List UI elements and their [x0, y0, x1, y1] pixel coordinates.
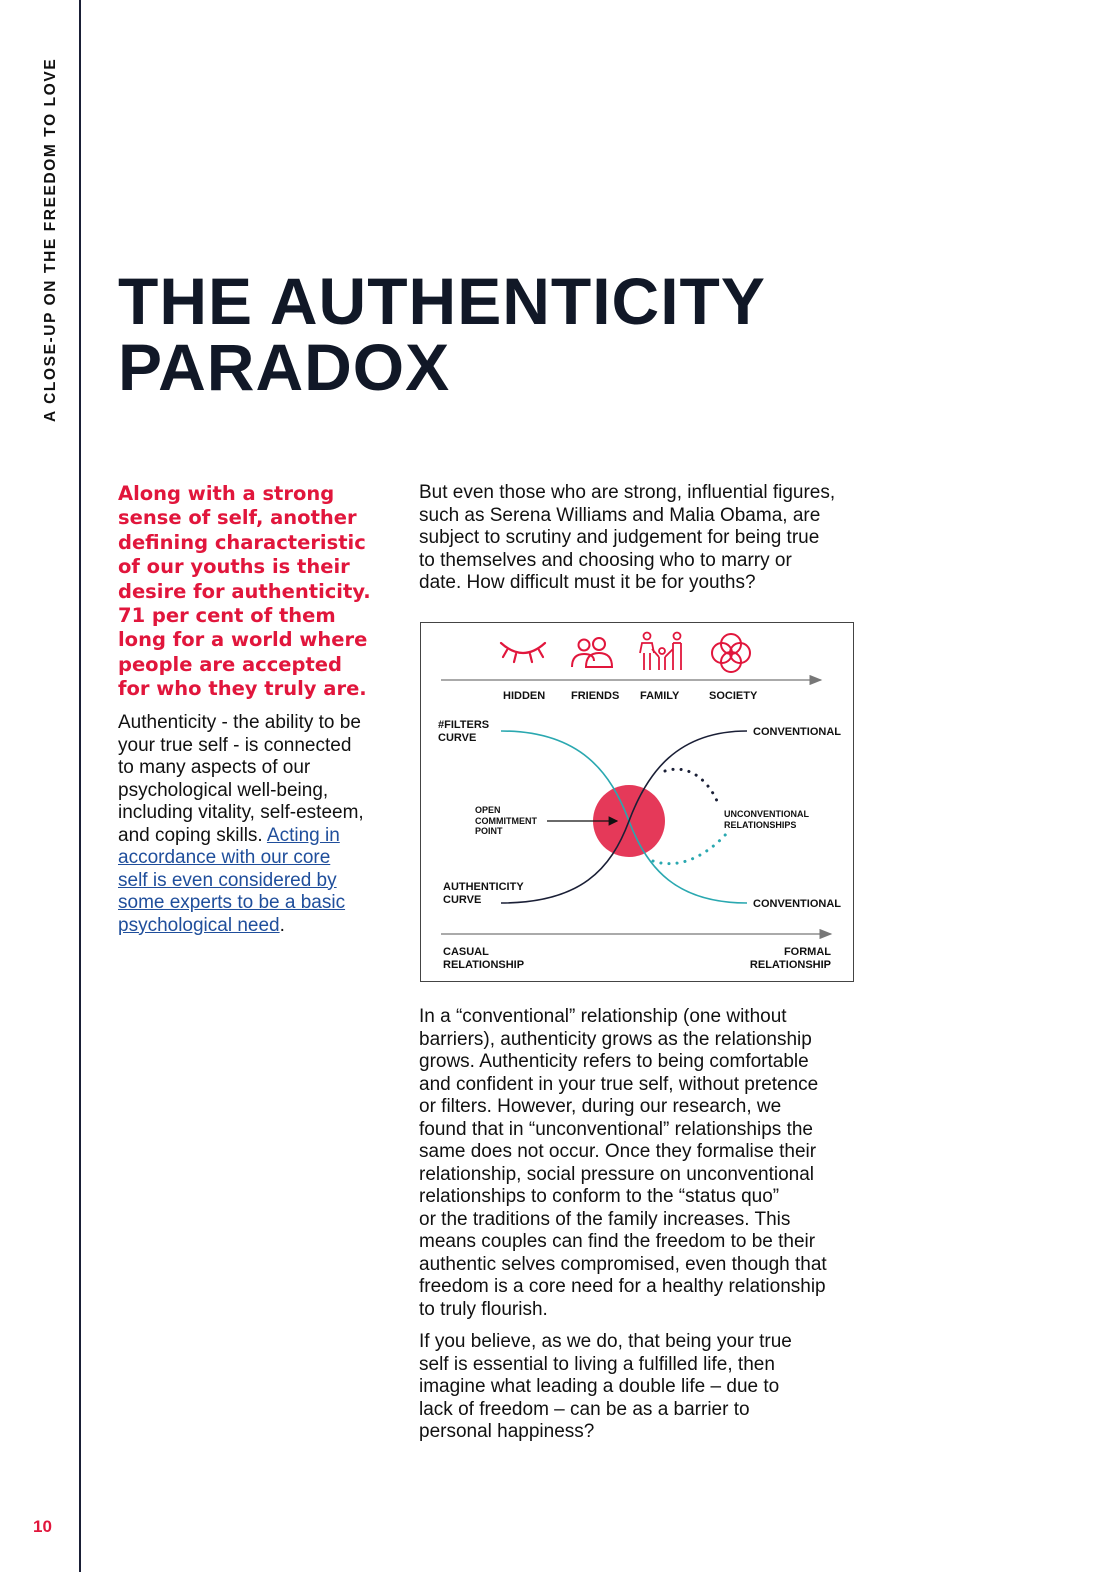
lead-line: long for a world where: [118, 628, 368, 652]
sidebar-divider: [79, 0, 81, 1572]
conventional-bottom-label: CONVENTIONAL: [753, 898, 841, 910]
body-line: to many aspects of our: [118, 757, 311, 778]
page-title-line-2: PARADOX: [118, 330, 451, 404]
conventional-top-label: CONVENTIONAL: [753, 726, 841, 738]
unconventional-branch-authenticity: [665, 769, 717, 801]
body-line: psychological well-being,: [118, 779, 329, 801]
friends-icon: [572, 638, 612, 667]
body-line: imagine what leading a double life – due to: [419, 1376, 780, 1397]
society-rings-icon: [712, 634, 750, 672]
body-line-with-link: [118, 825, 393, 848]
body-line: including vitality, self-esteem,: [118, 802, 364, 823]
lead-line: people are accepted: [118, 652, 342, 676]
label-line: COMMITMENT: [475, 815, 537, 826]
body-line: authentic selves compromised, even though that: [419, 1253, 827, 1275]
body-line: such as Serena Williams and Malia Obama, are: [419, 504, 821, 526]
authenticity-paradox-diagram: [420, 622, 854, 982]
body-line: date. How difficult must it be for youths?: [419, 572, 756, 593]
research-link[interactable]: psychological need: [118, 914, 280, 936]
authenticity-curve-label: [443, 881, 524, 907]
label-line: #FILTERS: [438, 719, 490, 731]
body-line: and coping skills.: [118, 824, 267, 846]
body-line: to themselves and choosing who to marry or: [419, 549, 792, 571]
lead-line: defining characteristic: [118, 530, 366, 554]
right-paragraph-2: [419, 1006, 879, 1321]
label-line: POINT: [475, 826, 503, 836]
body-line: Authenticity - the ability to be: [118, 712, 361, 733]
body-line: your true self - is connected: [118, 734, 352, 756]
link-line: [118, 847, 393, 870]
research-link[interactable]: Acting in: [266, 824, 340, 846]
closed-eye-icon: [501, 643, 545, 662]
body-line: lack of freedom – can be as a barrier to: [419, 1398, 750, 1420]
lead-line: desire for authenticity.: [118, 579, 371, 603]
stage-label: HIDDEN: [503, 690, 546, 702]
lead-line: 71 per cent of them: [118, 604, 336, 628]
right-paragraph-3: [419, 1331, 879, 1444]
filters-curve-label: [438, 719, 489, 745]
lead-paragraph: [118, 482, 388, 702]
link-line: [118, 870, 393, 893]
body-line: and confident in your true self, without pretence: [419, 1073, 819, 1095]
page-title: [118, 264, 766, 404]
body-paragraph-left: [118, 712, 393, 937]
stage-label: FAMILY: [640, 690, 680, 702]
label-line: FORMAL: [783, 946, 831, 958]
lead-line: of our youths is their: [118, 555, 350, 579]
label-line: RELATIONSHIP: [443, 959, 525, 971]
label-line: CURVE: [443, 894, 482, 906]
body-line: found that in “unconventional” relationships the: [419, 1118, 813, 1140]
body-line: same does not occur. Once they formalise their: [419, 1141, 817, 1162]
body-line: or the traditions of the family increases. This: [419, 1208, 791, 1230]
body-line: subject to scrutiny and judgement for being true: [419, 527, 820, 548]
stage-label: FRIENDS: [571, 690, 620, 702]
right-paragraph-1: [419, 482, 879, 595]
label-line: UNCONVENTIONAL: [724, 809, 809, 819]
research-link[interactable]: some experts to be a basic: [118, 892, 346, 913]
lead-line: Along with a strong: [118, 482, 335, 505]
body-line: relationship, social pressure on unconventional: [419, 1163, 815, 1185]
section-label: A CLOSE-UP ON THE FREEDOM TO LOVE: [42, 57, 59, 422]
link-line: [118, 892, 393, 915]
body-line: means couples can find the freedom to be their: [419, 1231, 816, 1252]
body-line: to truly flourish.: [419, 1298, 548, 1320]
label-line: AUTHENTICITY: [443, 881, 524, 893]
diagram-graphics: [421, 623, 855, 983]
research-link[interactable]: accordance with our core: [118, 847, 331, 868]
label-line: OPEN: [475, 805, 501, 815]
family-icon: [640, 633, 681, 671]
page-title-line-1: THE AUTHENTICITY: [118, 264, 766, 338]
label-line: CASUAL: [443, 946, 489, 958]
body-line: freedom is a core need for a healthy relationship: [419, 1276, 826, 1297]
lead-line: for who they truly are.: [118, 677, 367, 701]
unconventional-branch-filters: [653, 833, 727, 864]
body-line: personal happiness?: [419, 1421, 595, 1442]
body-line: In a “conventional” relationship (one without: [419, 1006, 787, 1027]
formal-relationship-label: [750, 946, 831, 972]
label-line: RELATIONSHIPS: [724, 819, 797, 830]
unconventional-label: [724, 809, 809, 830]
body-line: barriers), authenticity grows as the relationship: [419, 1028, 812, 1050]
body-line: self is essential to living a fulfilled life, then: [419, 1353, 775, 1375]
lead-line: sense of self, another: [118, 506, 357, 530]
body-line: grows. Authenticity refers to being comfortable: [419, 1051, 809, 1072]
label-line: RELATIONSHIP: [749, 959, 831, 971]
body-line: relationships to conform to the “status quo”: [419, 1186, 780, 1207]
link-line: [118, 915, 393, 938]
body-line: But even those who are strong, influential figures,: [419, 482, 836, 503]
body-line: If you believe, as we do, that being your true: [419, 1331, 792, 1352]
page-number: 10: [33, 1517, 52, 1536]
body-line: or filters. However, during our research, we: [419, 1096, 782, 1117]
research-link[interactable]: self is even considered by: [118, 869, 337, 891]
casual-relationship-label: [443, 946, 524, 972]
open-commitment-label: [475, 805, 537, 837]
stage-label: SOCIETY: [709, 690, 758, 702]
trailing-period: .: [279, 914, 285, 936]
label-line: CURVE: [438, 732, 477, 744]
